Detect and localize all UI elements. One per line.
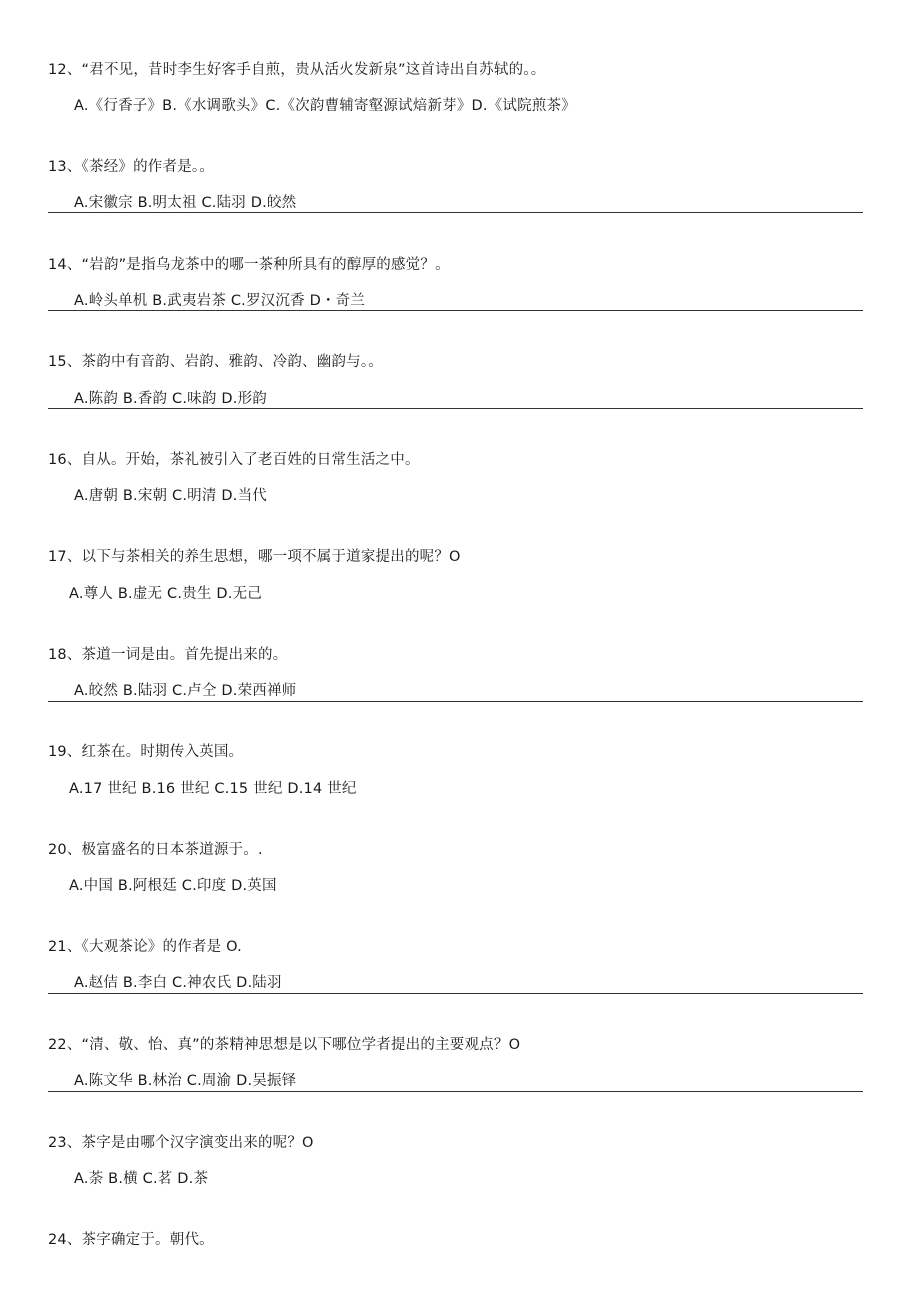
question-19-stem: 19、红茶在。时期传入英国。 <box>48 744 244 760</box>
question-17-options: A.尊人 B.虚无 C.贵生 D.无己 <box>69 586 262 602</box>
divider-line <box>48 408 863 409</box>
question-13-stem: 13、《茶经》的作者是。。 <box>48 159 215 175</box>
question-13-options: A.宋徽宗 B.明太祖 C.陆羽 D.皎然 <box>74 195 297 211</box>
divider-line <box>48 701 863 702</box>
divider-line <box>48 212 863 213</box>
question-24-stem: 24、茶字确定于。朝代。 <box>48 1232 214 1248</box>
question-15-options: A.陈韵 B.香韵 C.味韵 D.形韵 <box>74 391 267 407</box>
question-22-stem: 22、“清、敬、怡、真”的茶精神思想是以下哪位学者提出的主要观点？O <box>48 1037 521 1053</box>
question-21-options: A.赵佶 B.李白 C.神农氏 D.陆羽 <box>74 975 282 991</box>
question-15-stem: 15、茶韵中有音韵、岩韵、雅韵、冷韵、幽韵与。。 <box>48 354 383 370</box>
question-12-stem: 12、“君不见，昔时李生好客手自煎，贵从活火发新泉”这首诗出自苏轼的。。 <box>48 62 546 78</box>
question-23-stem: 23、茶字是由哪个汉字演变出来的呢？O <box>48 1135 314 1151</box>
question-16-stem: 16、自从。开始，茶礼被引入了老百姓的日常生活之中。 <box>48 452 420 468</box>
question-21-stem: 21、《大观茶论》的作者是 O. <box>48 939 242 955</box>
question-18-options: A.皎然 B.陆羽 C.卢仝 D.荣西禅师 <box>74 683 297 699</box>
question-23-options: A.荼 B.横 C.茗 D.茶 <box>74 1171 209 1187</box>
divider-line <box>48 1091 863 1092</box>
question-20-options: A.中国 B.阿根廷 C.印度 D.英国 <box>69 878 277 894</box>
question-17-stem: 17、以下与茶相关的养生思想，哪一项不属于道家提出的呢？O <box>48 549 461 565</box>
divider-line <box>48 310 863 311</box>
question-18-stem: 18、茶道一词是由。首先提出来的。 <box>48 647 288 663</box>
divider-line <box>48 993 863 994</box>
question-19-options: A.17 世纪 B.16 世纪 C.15 世纪 D.14 世纪 <box>69 781 357 797</box>
question-14-stem: 14、“岩韵”是指乌龙茶中的哪一茶种所具有的醇厚的感觉？。 <box>48 257 450 273</box>
question-14-options: A.岭头单机 B.武夷岩茶 C.罗汉沉香 D・奇兰 <box>74 293 366 309</box>
question-16-options: A.唐朝 B.宋朝 C.明清 D.当代 <box>74 488 267 504</box>
question-12-options: A.《行香子》B.《水调歌头》C.《次韵曹辅寄壑源试焙新芽》D.《试院煎茶》 <box>74 98 576 114</box>
question-22-options: A.陈文华 B.林治 C.周渝 D.吴振铎 <box>74 1073 297 1089</box>
question-20-stem: 20、极富盛名的日本茶道源于。. <box>48 842 263 858</box>
